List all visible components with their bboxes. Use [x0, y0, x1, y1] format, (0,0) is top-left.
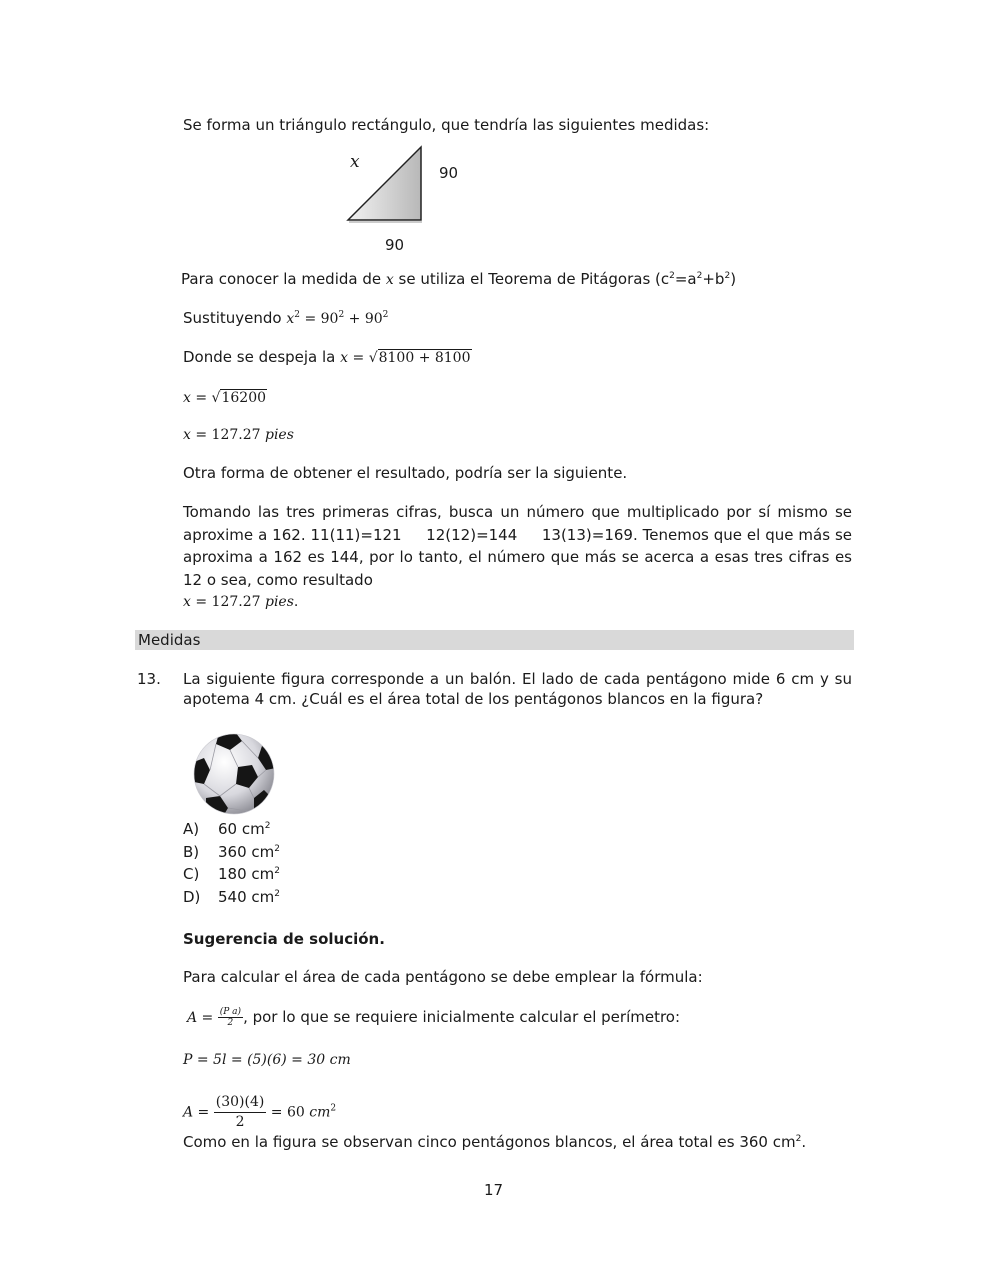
result-value: = 127.27 — [190, 427, 265, 443]
area-fraction — [218, 1007, 243, 1028]
horizontal-side-label: 90 — [385, 236, 405, 254]
option-value: 180 cm — [218, 865, 275, 883]
var-x: x — [183, 390, 191, 406]
formula-part: ) — [730, 270, 737, 288]
alternative-result — [183, 591, 298, 613]
question-number: 13. — [137, 670, 161, 688]
exponent: 2 — [274, 866, 280, 876]
denominator: 2 — [235, 1114, 245, 1130]
triangle-shape — [345, 144, 445, 226]
option-letter: D) — [183, 888, 201, 906]
vertical-side-label: 90 — [439, 164, 459, 182]
solve-line — [183, 346, 472, 369]
result-value: = 127.27 — [190, 594, 265, 610]
period: . — [801, 1133, 807, 1151]
option-value: 540 cm — [218, 888, 275, 906]
pythagoras-text — [181, 268, 736, 291]
exponent: 2 — [795, 1134, 802, 1144]
area-formula-line — [187, 1006, 680, 1029]
equals: = — [190, 390, 212, 406]
formula-intro: Para calcular el área de cada pentágono se debe emplear la fórmula: — [183, 968, 703, 986]
area-lhs: A = — [183, 1104, 214, 1121]
exponent: 2 — [669, 271, 675, 281]
exponent: 2 — [274, 844, 280, 854]
square-root: √8100 + 8100 — [368, 350, 471, 366]
hypotenuse-label: x — [350, 152, 360, 172]
solution-heading: Sugerencia de solución. — [183, 930, 385, 948]
period: . — [293, 594, 299, 610]
option-a — [183, 818, 270, 840]
pythagoras-text-after: se utiliza el Teorema de Pitágoras (c — [393, 270, 670, 288]
substitution-line — [183, 307, 388, 330]
section-header-bar — [135, 630, 854, 650]
option-value: 60 cm — [218, 820, 265, 838]
exponent: 2 — [382, 310, 389, 320]
term: 90 — [320, 311, 339, 327]
var-x: x — [286, 311, 295, 327]
intro-text: Se forma un triángulo rectángulo, que tendría las siguientes medidas: — [183, 116, 710, 134]
area-formula-text: , por lo que se requiere inicialmente calcular el perímetro: — [243, 1008, 681, 1026]
formula-part: =a — [674, 270, 697, 288]
exponent: 2 — [724, 271, 731, 281]
radicand: 8100 + 8100 — [378, 350, 471, 366]
alternative-intro: Otra forma de obtener el resultado, podría ser la siguiente. — [183, 464, 628, 482]
option-c — [183, 863, 280, 885]
numerator: (30)(4) — [214, 1093, 267, 1113]
exponent: 2 — [274, 889, 280, 899]
area-lhs: A = — [187, 1010, 218, 1026]
solve-label: Donde se despeja la — [183, 348, 341, 366]
formula-part: +b — [702, 270, 725, 288]
option-letter: C) — [183, 865, 200, 883]
option-value: 360 cm — [218, 843, 275, 861]
pythagoras-text-before: Para conocer la medida de — [181, 270, 386, 288]
unit: cm — [309, 1104, 331, 1121]
unit: pies — [264, 594, 294, 610]
option-b — [183, 841, 280, 863]
perimeter-line: P = 5l = (5)(6) = 30 cm — [183, 1052, 351, 1068]
exponent: 2 — [696, 271, 703, 281]
soccer-ball-image — [192, 732, 276, 816]
exponent: 2 — [264, 821, 271, 831]
area-calculation — [183, 1093, 336, 1132]
question-text: La siguiente figura corresponde a un balón. El lado de cada pentágono mide 6 cm y su apotema 4 cm. ¿Cuál es el área total de los pentágonos blancos en la figura? — [183, 670, 852, 708]
plus: + — [344, 311, 365, 327]
sqrt-step — [183, 387, 267, 409]
option-d — [183, 886, 280, 908]
right-triangle-figure — [330, 140, 480, 260]
var-x: x — [385, 272, 394, 288]
area-result: = 60 — [266, 1104, 310, 1121]
denominator: 2 — [227, 1018, 234, 1028]
unit: pies — [264, 427, 294, 443]
conclusion-body: Como en la figura se observan cinco pentágonos blancos, el área total es 360 cm — [183, 1133, 796, 1151]
radicand: 16200 — [221, 390, 267, 406]
page-number: 17 — [484, 1181, 504, 1199]
var-x: x — [183, 594, 191, 610]
var-x: x — [183, 427, 191, 443]
numerator: (P a) — [219, 1007, 242, 1017]
exponent: 2 — [330, 1103, 337, 1114]
exponent: 2 — [294, 310, 300, 320]
term: 90 — [364, 311, 383, 327]
result-step — [183, 424, 294, 446]
section-title: Medidas — [138, 631, 201, 649]
square-root: √16200 — [211, 390, 267, 406]
alternative-paragraph: Tomando las tres primeras cifras, busca un número que multiplicado por sí mismo se aproxime a 162. 11(11)=121 12(12)=144 13(13)=169. Tenemos que el que más se aproxima a 162 es 144, por lo tanto, el número que más se acerca a esas tres cifras es 12 o sea, como resultado — [183, 503, 852, 589]
substitution-label: Sustituyendo — [183, 309, 287, 327]
area-calc-fraction — [214, 1093, 267, 1132]
conclusion-text — [183, 1131, 806, 1153]
equals: = — [348, 350, 369, 366]
exponent: 2 — [338, 310, 345, 320]
equals: = — [300, 311, 321, 327]
var-x: x — [340, 350, 349, 366]
option-letter: B) — [183, 843, 200, 861]
option-letter: A) — [183, 820, 200, 838]
